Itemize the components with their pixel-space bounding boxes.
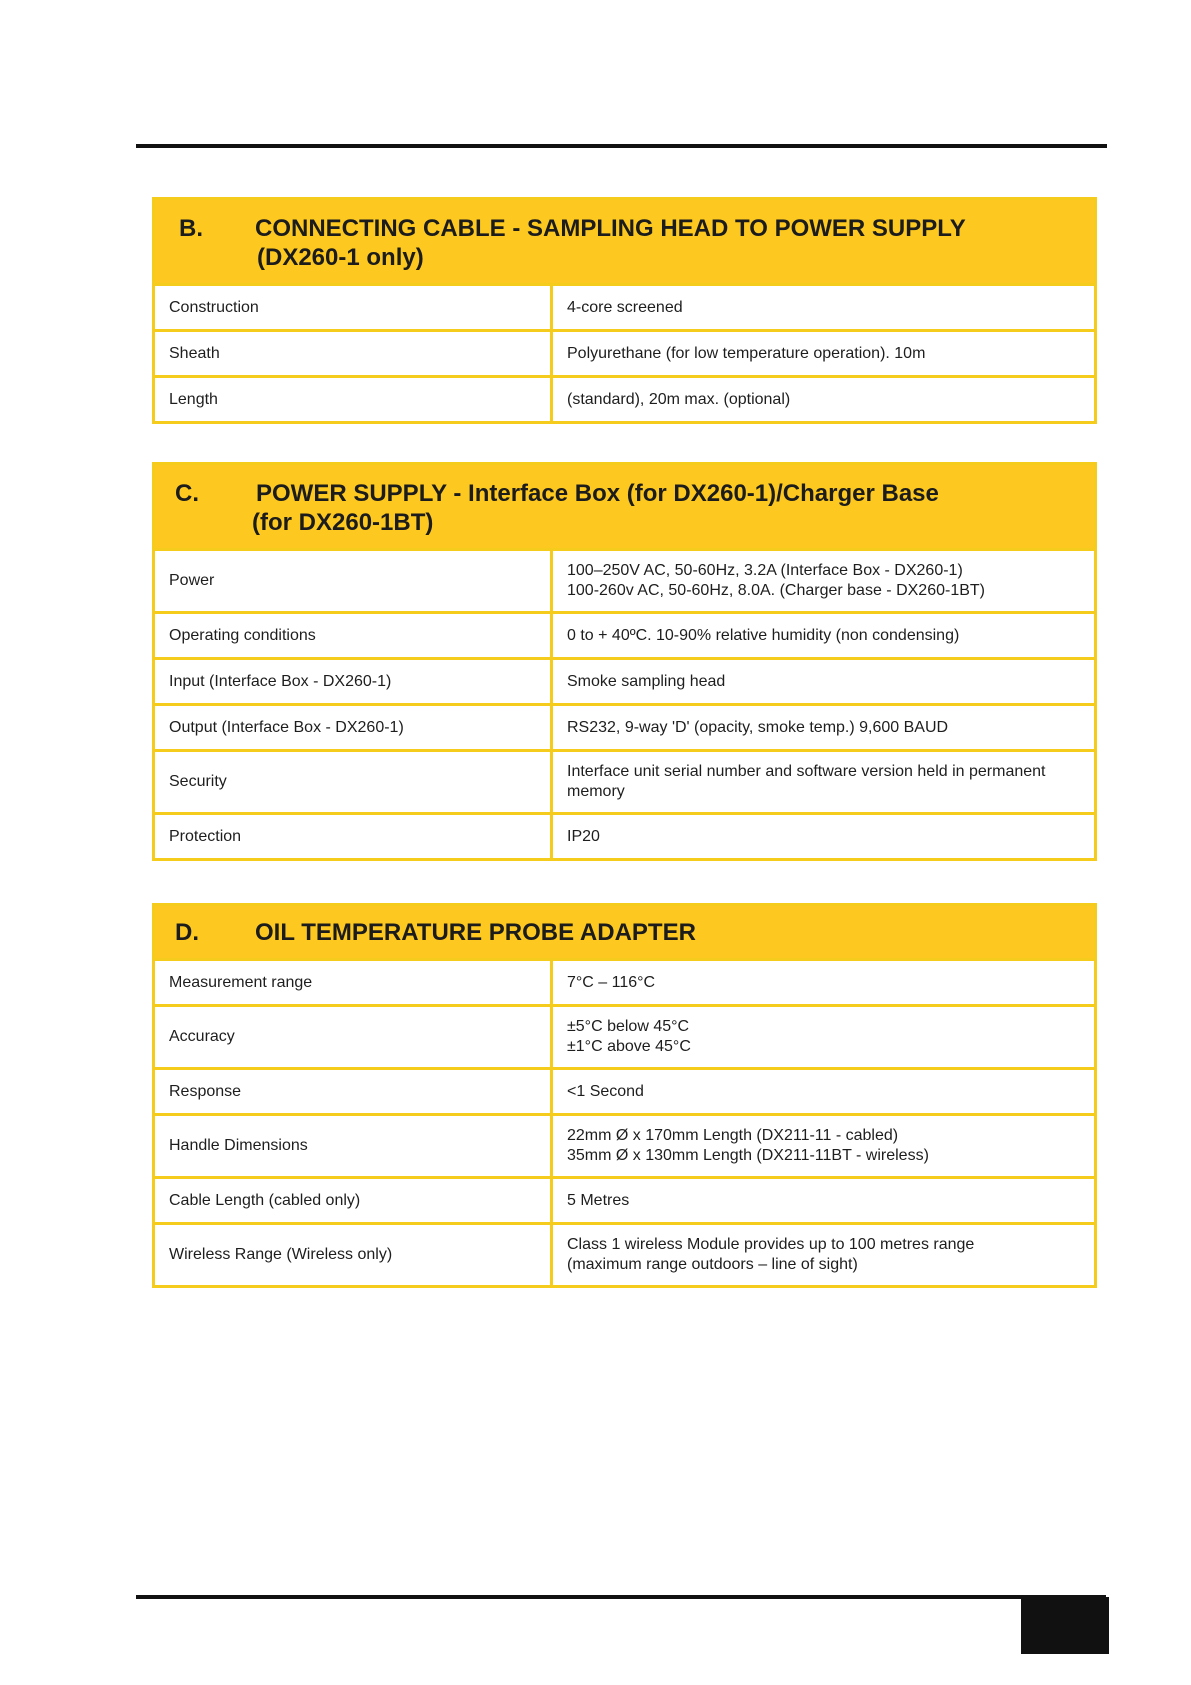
row-label: Length [155, 375, 553, 421]
table-row [155, 1176, 1094, 1222]
row-label: Wireless Range (Wireless only) [155, 1222, 553, 1285]
table-row [155, 283, 1094, 329]
section-d-letter: D. [175, 919, 199, 946]
row-value: 0 to + 40ºC. 10-90% relative humidity (non condensing) [553, 611, 1094, 657]
section-d-header [155, 906, 1094, 958]
section-b-letter: B. [179, 215, 203, 242]
row-value: Polyurethane (for low temperature operation). 10m [553, 329, 1094, 375]
page-number-box [1021, 1597, 1109, 1654]
row-label: Handle Dimensions [155, 1113, 553, 1176]
section-c-title: POWER SUPPLY - Interface Box (for DX260-1)/Charger Base (for DX260-1BT) [252, 480, 939, 536]
row-value: 7°C – 116°C [553, 958, 1094, 1004]
table-row [155, 749, 1094, 812]
table-row [155, 812, 1094, 858]
row-value: <1 Second [553, 1067, 1094, 1113]
top-rule [136, 144, 1107, 148]
row-label: Input (Interface Box - DX260-1) [155, 657, 553, 703]
section-c [152, 462, 1097, 861]
section-c-header [155, 465, 1094, 548]
table-row [155, 329, 1094, 375]
row-label: Measurement range [155, 958, 553, 1004]
table-row [155, 611, 1094, 657]
section-b-title: CONNECTING CABLE - SAMPLING HEAD TO POWER SUPPLY (DX260-1 only) [255, 215, 966, 271]
row-value: ±5°C below 45°C ±1°C above 45°C [553, 1004, 1094, 1067]
row-label: Cable Length (cabled only) [155, 1176, 553, 1222]
section-b [152, 197, 1097, 424]
row-label: Protection [155, 812, 553, 858]
row-label: Construction [155, 283, 553, 329]
table-row [155, 958, 1094, 1004]
row-value: 100–250V AC, 50-60Hz, 3.2A (Interface Box - DX260-1) 100-260v AC, 50-60Hz, 8.0A. (Charger base - DX260-1BT) [553, 548, 1094, 611]
section-d [152, 903, 1097, 1288]
row-label: Operating conditions [155, 611, 553, 657]
row-label: Accuracy [155, 1004, 553, 1067]
bottom-rule [136, 1595, 1106, 1599]
section-d-table [155, 958, 1094, 1285]
table-row [155, 1067, 1094, 1113]
row-label: Output (Interface Box - DX260-1) [155, 703, 553, 749]
table-row [155, 1222, 1094, 1285]
row-label: Security [155, 749, 553, 812]
row-value: IP20 [553, 812, 1094, 858]
row-value: 4-core screened [553, 283, 1094, 329]
row-label: Power [155, 548, 553, 611]
row-value: Smoke sampling head [553, 657, 1094, 703]
row-value: Interface unit serial number and software version held in permanent memory [553, 749, 1094, 812]
row-value: 22mm Ø x 170mm Length (DX211-11 - cabled) 35mm Ø x 130mm Length (DX211-11BT - wireless) [553, 1113, 1094, 1176]
section-c-letter: C. [175, 480, 199, 507]
table-row [155, 375, 1094, 421]
row-value: (standard), 20m max. (optional) [553, 375, 1094, 421]
table-row [155, 548, 1094, 611]
section-d-title: OIL TEMPERATURE PROBE ADAPTER [255, 919, 696, 946]
row-value: RS232, 9-way 'D' (opacity, smoke temp.) 9,600 BAUD [553, 703, 1094, 749]
table-row [155, 657, 1094, 703]
row-label: Response [155, 1067, 553, 1113]
table-row [155, 1004, 1094, 1067]
table-row [155, 1113, 1094, 1176]
section-b-header [155, 200, 1094, 283]
row-value: Class 1 wireless Module provides up to 100 metres range (maximum range outdoors – line of sight) [553, 1222, 1094, 1285]
row-value: 5 Metres [553, 1176, 1094, 1222]
section-c-table [155, 548, 1094, 858]
section-b-table [155, 283, 1094, 421]
table-row [155, 703, 1094, 749]
row-label: Sheath [155, 329, 553, 375]
